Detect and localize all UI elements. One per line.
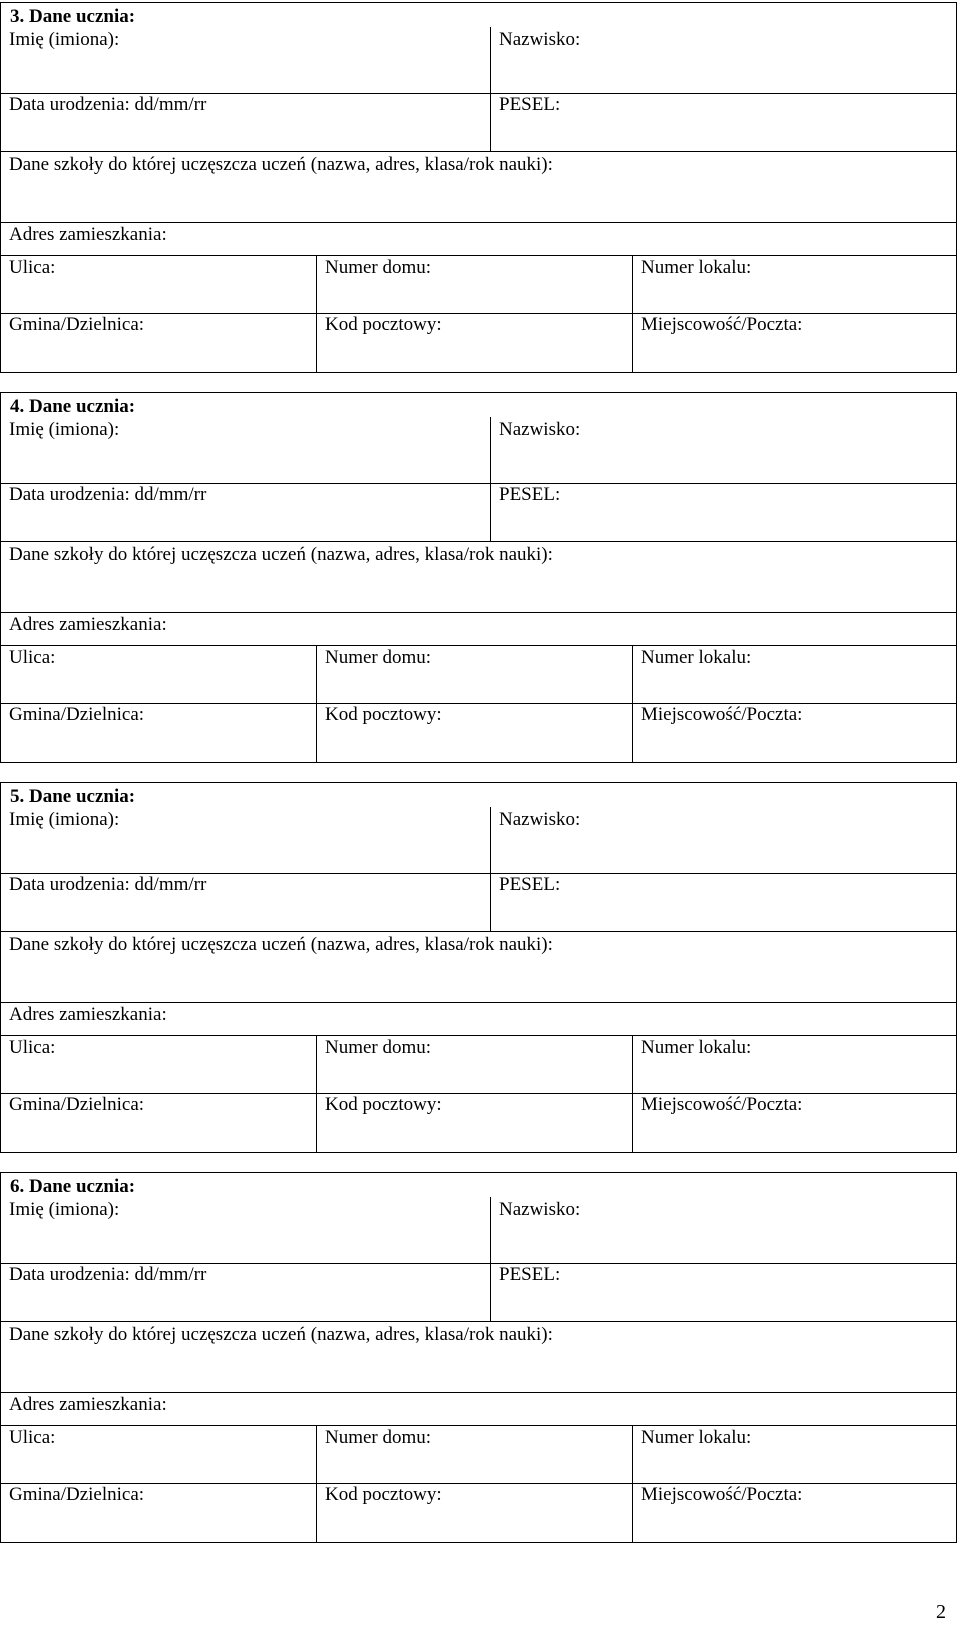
house-number-field[interactable] <box>316 646 632 703</box>
apartment-number-field[interactable] <box>632 646 956 703</box>
house-number-label: Numer domu: <box>325 1037 432 1058</box>
district-label: Gmina/Dzielnica: <box>9 1094 145 1115</box>
birth-date-label: Data urodzenia: dd/mm/rr <box>9 94 207 115</box>
apartment-number-label: Numer lokalu: <box>641 647 752 668</box>
birth-pesel-row <box>1 483 956 541</box>
student-title-row <box>1 393 956 417</box>
school-label: Dane szkoły do której uczęszcza uczeń (nazwa, adres, klasa/rok nauki): <box>9 934 553 955</box>
district-row <box>1 313 956 372</box>
school-label: Dane szkoły do której uczęszcza uczeń (nazwa, adres, klasa/rok nauki): <box>9 154 553 175</box>
birth-pesel-row <box>1 1263 956 1321</box>
pesel-label: PESEL: <box>499 874 561 895</box>
school-field[interactable] <box>1 541 956 612</box>
street-field[interactable] <box>1 1426 316 1483</box>
last-name-field[interactable] <box>490 27 956 93</box>
apartment-number-label: Numer lokalu: <box>641 1427 752 1448</box>
apartment-number-field[interactable] <box>632 1426 956 1483</box>
school-label: Dane szkoły do której uczęszcza uczeń (nazwa, adres, klasa/rok nauki): <box>9 1324 553 1345</box>
school-label: Dane szkoły do której uczęszcza uczeń (nazwa, adres, klasa/rok nauki): <box>9 544 553 565</box>
birth-date-field[interactable] <box>1 94 490 151</box>
street-label: Ulica: <box>9 647 56 668</box>
house-number-label: Numer domu: <box>325 1427 432 1448</box>
student-title: 4. Dane ucznia: <box>10 396 136 417</box>
first-name-field[interactable] <box>1 27 490 93</box>
last-name-field[interactable] <box>490 1197 956 1263</box>
postal-code-label: Kod pocztowy: <box>325 314 442 335</box>
house-number-field[interactable] <box>316 1036 632 1093</box>
first-name-label: Imię (imiona): <box>9 419 120 440</box>
postal-code-field[interactable] <box>316 314 632 372</box>
first-name-label: Imię (imiona): <box>9 29 120 50</box>
apartment-number-label: Numer lokalu: <box>641 257 752 278</box>
district-row <box>1 703 956 762</box>
street-row <box>1 255 956 313</box>
street-label: Ulica: <box>9 1037 56 1058</box>
pesel-label: PESEL: <box>499 484 561 505</box>
city-label: Miejscowość/Poczta: <box>641 1484 803 1505</box>
street-field[interactable] <box>1 1036 316 1093</box>
pesel-label: PESEL: <box>499 94 561 115</box>
city-field[interactable] <box>632 1484 956 1542</box>
city-field[interactable] <box>632 1094 956 1152</box>
last-name-field[interactable] <box>490 807 956 873</box>
pesel-field[interactable] <box>490 874 956 931</box>
student-title: 3. Dane ucznia: <box>10 6 136 27</box>
student-title-row <box>1 3 956 27</box>
city-label: Miejscowość/Poczta: <box>641 704 803 725</box>
first-name-field[interactable] <box>1 1197 490 1263</box>
student-title: 5. Dane ucznia: <box>10 786 136 807</box>
district-field[interactable] <box>1 314 316 372</box>
street-row <box>1 1035 956 1093</box>
birth-pesel-row <box>1 873 956 931</box>
birth-date-field[interactable] <box>1 484 490 541</box>
school-field[interactable] <box>1 931 956 1002</box>
student-title: 6. Dane ucznia: <box>10 1176 136 1197</box>
student-block-3 <box>0 2 957 373</box>
first-name-field[interactable] <box>1 807 490 873</box>
address-label: Adres zamieszkania: <box>9 1394 167 1415</box>
house-number-label: Numer domu: <box>325 257 432 278</box>
postal-code-label: Kod pocztowy: <box>325 704 442 725</box>
pesel-field[interactable] <box>490 1264 956 1321</box>
name-row <box>1 417 956 483</box>
school-field[interactable] <box>1 1321 956 1392</box>
address-label: Adres zamieszkania: <box>9 224 167 245</box>
district-label: Gmina/Dzielnica: <box>9 704 145 725</box>
district-row <box>1 1093 956 1152</box>
birth-date-label: Data urodzenia: dd/mm/rr <box>9 874 207 895</box>
student-block-4 <box>0 392 957 763</box>
birth-date-field[interactable] <box>1 1264 490 1321</box>
last-name-label: Nazwisko: <box>499 1199 581 1220</box>
district-field[interactable] <box>1 1094 316 1152</box>
last-name-label: Nazwisko: <box>499 809 581 830</box>
street-label: Ulica: <box>9 257 56 278</box>
city-label: Miejscowość/Poczta: <box>641 1094 803 1115</box>
first-name-label: Imię (imiona): <box>9 809 120 830</box>
pesel-field[interactable] <box>490 94 956 151</box>
name-row <box>1 807 956 873</box>
district-label: Gmina/Dzielnica: <box>9 1484 145 1505</box>
city-label: Miejscowość/Poczta: <box>641 314 803 335</box>
district-field[interactable] <box>1 1484 316 1542</box>
postal-code-field[interactable] <box>316 704 632 762</box>
house-number-label: Numer domu: <box>325 647 432 668</box>
street-field[interactable] <box>1 646 316 703</box>
student-block-5 <box>0 782 957 1153</box>
address-title-row <box>1 612 956 645</box>
street-row <box>1 1425 956 1483</box>
house-number-field[interactable] <box>316 1426 632 1483</box>
postal-code-label: Kod pocztowy: <box>325 1094 442 1115</box>
address-label: Adres zamieszkania: <box>9 614 167 635</box>
apartment-number-label: Numer lokalu: <box>641 1037 752 1058</box>
birth-date-label: Data urodzenia: dd/mm/rr <box>9 484 207 505</box>
city-field[interactable] <box>632 704 956 762</box>
apartment-number-field[interactable] <box>632 1036 956 1093</box>
postal-code-label: Kod pocztowy: <box>325 1484 442 1505</box>
last-name-label: Nazwisko: <box>499 419 581 440</box>
pesel-label: PESEL: <box>499 1264 561 1285</box>
pesel-field[interactable] <box>490 484 956 541</box>
student-block-6 <box>0 1172 957 1543</box>
address-title-row <box>1 1002 956 1035</box>
postal-code-field[interactable] <box>316 1094 632 1152</box>
birth-pesel-row <box>1 93 956 151</box>
street-field[interactable] <box>1 256 316 313</box>
address-title-row <box>1 1392 956 1425</box>
student-title-row <box>1 1173 956 1197</box>
district-field[interactable] <box>1 704 316 762</box>
last-name-label: Nazwisko: <box>499 29 581 50</box>
school-field[interactable] <box>1 151 956 222</box>
apartment-number-field[interactable] <box>632 256 956 313</box>
name-row <box>1 27 956 93</box>
house-number-field[interactable] <box>316 256 632 313</box>
street-label: Ulica: <box>9 1427 56 1448</box>
district-label: Gmina/Dzielnica: <box>9 314 145 335</box>
district-row <box>1 1483 956 1542</box>
address-title-row <box>1 222 956 255</box>
city-field[interactable] <box>632 314 956 372</box>
name-row <box>1 1197 956 1263</box>
page-number: 2 <box>936 1601 946 1623</box>
street-row <box>1 645 956 703</box>
student-title-row <box>1 783 956 807</box>
first-name-label: Imię (imiona): <box>9 1199 120 1220</box>
postal-code-field[interactable] <box>316 1484 632 1542</box>
first-name-field[interactable] <box>1 417 490 483</box>
birth-date-label: Data urodzenia: dd/mm/rr <box>9 1264 207 1285</box>
address-label: Adres zamieszkania: <box>9 1004 167 1025</box>
last-name-field[interactable] <box>490 417 956 483</box>
birth-date-field[interactable] <box>1 874 490 931</box>
